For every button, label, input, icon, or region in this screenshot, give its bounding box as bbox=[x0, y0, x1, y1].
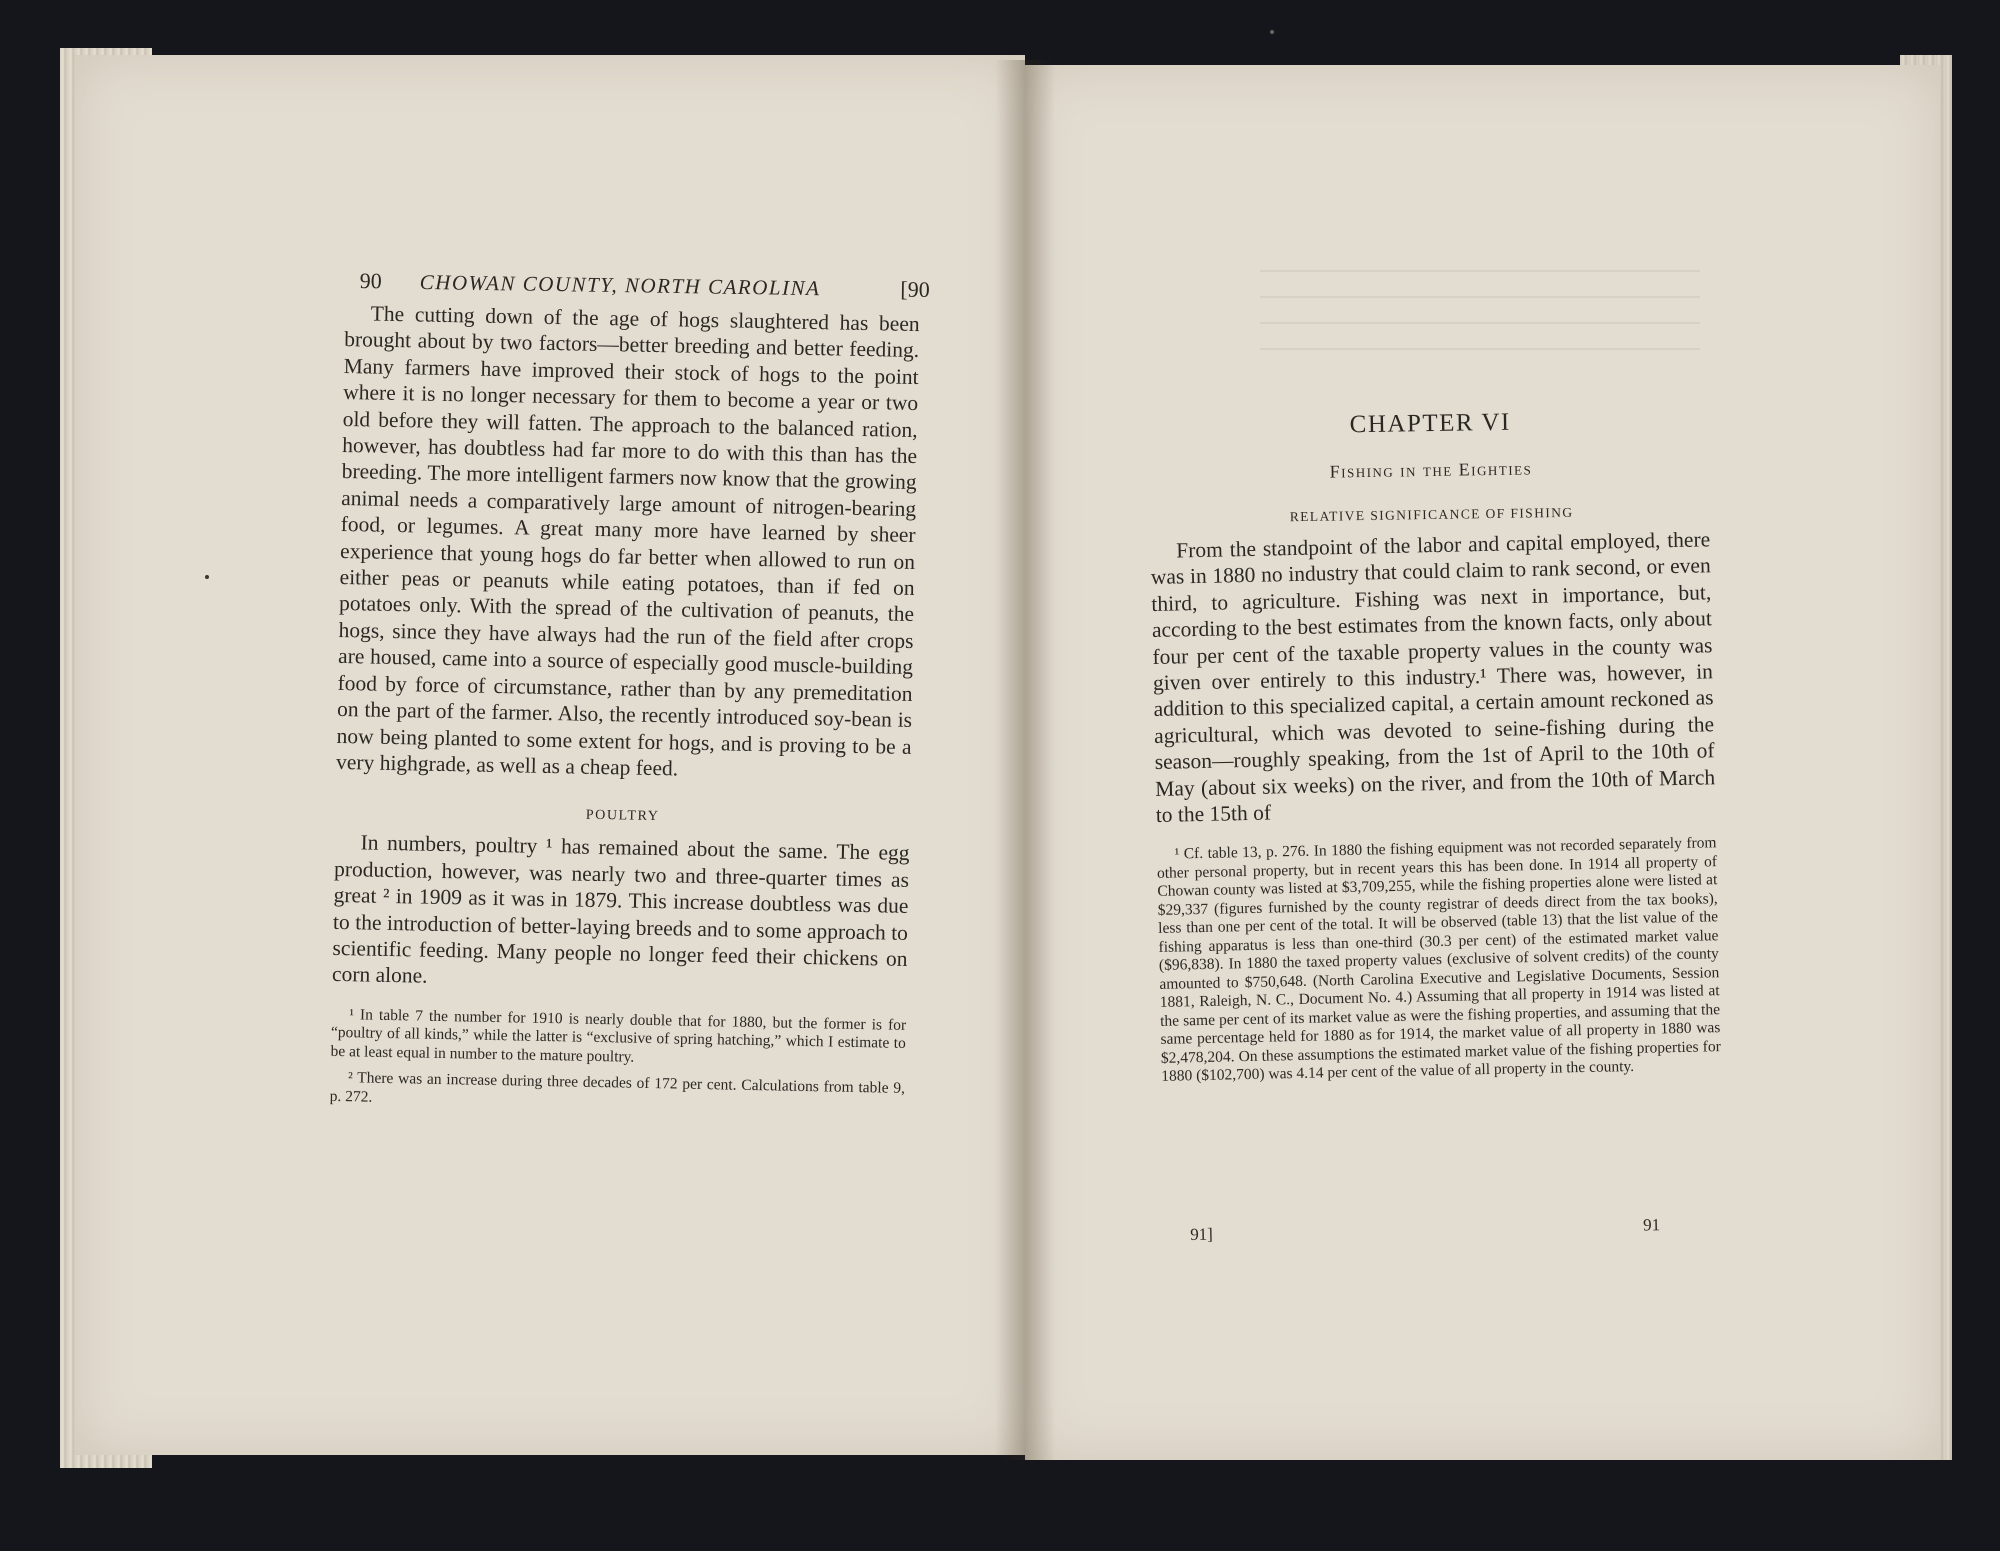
running-title: CHOWAN COUNTY, NORTH CAROLINA bbox=[419, 269, 821, 301]
right-page-number: 91 bbox=[1642, 1215, 1661, 1235]
left-page-body bbox=[329, 300, 920, 1125]
poultry-paragraph: In numbers, poultry ¹ has remained about the same. The egg production, however, was nearly two and three-quarter times as great ² in 1909 as it was in 1879. This increase doubtless was due to the introduction of better-laying breeds and to some approach to scientific feeding. Many people no longer feed their chickens on corn alone. bbox=[331, 830, 910, 989]
footer-bracket-number: 91] bbox=[1190, 1224, 1214, 1244]
right-page-body bbox=[1150, 526, 1722, 1095]
left-page-number: 90 bbox=[359, 268, 382, 294]
paper-speck bbox=[205, 575, 209, 579]
fishing-paragraph: From the standpoint of the labor and capital employed, there was in 1880 no industry that could claim to rank second, or even third, to agriculture. Fishing was next in importance, but, according to the best estimates from the known facts, only about four per cent of the taxable property values in the county was given over entirely to this industry.¹ There was, however, in addition to this specialized capital, a certain amount reckoned as agricultural, which was devoted to seine-fishing during the season—roughly speaking, from the 1st of April to the 10th of May (about six weeks) on the river, and from the 10th of March to the 15th of bbox=[1150, 527, 1716, 827]
book-gutter bbox=[995, 60, 1055, 1460]
chapter-heading bbox=[1150, 406, 1712, 528]
footnote-2: ² There was an increase during three decades of 172 per cent. Calculations from table 9, p. 272. bbox=[329, 1069, 906, 1106]
left-footnotes bbox=[330, 1006, 907, 1118]
paper-speck bbox=[1270, 30, 1274, 34]
chapter-subtitle: Fishing in the Eighties bbox=[1329, 458, 1533, 482]
poultry-heading: POULTRY bbox=[585, 808, 660, 825]
right-footnotes bbox=[1156, 835, 1721, 1087]
hogs-paragraph: The cutting down of the age of hogs slaughtered has been brought about by two factors—better breeding and better feeding. Many farmers have improved their stock of hogs to the point where it is no longer necessary for them to become a year or two old before they will fatten. The approach to the balanced ration, however, has doubtless had far more to do with this than has the breeding. The more intelligent farmers now know that the growing animal needs a comparatively large amount of nitrogen-bearing food, or legumes. A great many more have learned by sheer experience that young hogs do far better when allowed to run on either peas or peanuts while eating potatoes, than if fed on potatoes only. With the spread of the cultivation of peanuts, the hogs, since they have always had the run of the field after crops are housed, came into a source of especially good muscle-building food by force of circumstance, rather than by any premeditation on the part of the farmer. Also, the recently introduced soy-bean is now being planted to some extent for hogs, and is proving to be a very highgrade, as well as a cheap feed. bbox=[335, 301, 920, 781]
footnote-1: ¹ In table 7 the number for 1910 is nearly double that for 1880, but the former is for “poultry of all kinds,” while the latter is “exclusive of spring hatching,” which I estimate to be at least equal in number to the mature poultry. bbox=[330, 1005, 907, 1066]
show-through-text bbox=[1260, 270, 1700, 370]
chapter-title: CHAPTER VI bbox=[1349, 408, 1511, 439]
section-heading: RELATIVE SIGNIFICANCE OF FISHING bbox=[1289, 504, 1574, 525]
right-footnote-1: ¹ Cf. table 13, p. 276. In 1880 the fishing equipment was not recorded separately from other personal property, but in recent years this has been done. In 1914 all property of Chowan county was listed at $3,709,255, while the fishing properties alone were listed at $29,337 (figures furnished by the county registrar of deeds direct from the tax books), less than one per cent of the total. It will be observed (table 13) that the list value of the fishing apparatus is less than one-third (30.3 per cent) of the estimated market value ($96,838). In 1880 the taxed property values (exclusive of solvent credits) of the county amounted to $750,648. (North Carolina Executive and Legislative Documents, Session 1881, Raleigh, N. C., Document No. 4.) Assuming that all property in 1914 was listed at the same per cent of its market value as were the fishing properties, and assuming that the same percentage held for 1880 as for 1914, the market value of all property in 1880 was $2,478,204. On these assumptions the estimated market value of the fishing properties for 1880 ($102,700) was 4.14 per cent of the value of all property in the county. bbox=[1156, 834, 1721, 1086]
bracket-page-number: [90 bbox=[900, 276, 930, 302]
